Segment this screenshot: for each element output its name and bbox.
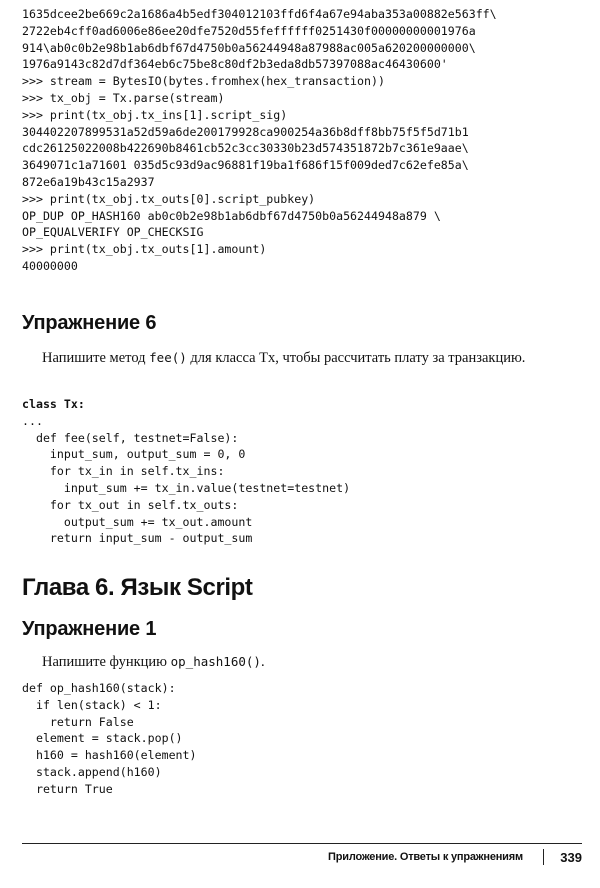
code-line: stack.append(h160) <box>22 764 162 779</box>
code-line: return input_sum - output_sum <box>22 531 253 546</box>
code-line: >>> print(tx_obj.tx_outs[1].amount) <box>22 242 267 257</box>
code-line: input_sum += tx_in.value(testnet=testnet) <box>22 480 351 495</box>
code-line: 2722eb4cff0ad6006e86ee20dfe7520d55feffffff0251430f00000000001976a <box>22 23 476 38</box>
code-line: 304402207899531a52d59a6de200179928ca900254a36b8dff8bb75f5f5d71b1 <box>22 124 469 139</box>
exercise-6-inline-code: fee() <box>149 350 187 365</box>
code-line: cdc26125022008b422690b8461cb52c3cc30330b23d574351872b7c361e9aae\ <box>22 141 469 156</box>
footer-separator <box>543 849 544 865</box>
code-line: OP_DUP OP_HASH160 ab0c0b2e98b1ab6dbf67d4750b0a56244948a879 \ <box>22 208 441 223</box>
code-line: OP_EQUALVERIFY OP_CHECKSIG <box>22 225 204 240</box>
exercise-1-heading: Упражнение 1 <box>22 618 157 640</box>
exercise-1-text-after: . <box>260 654 265 670</box>
code-line: element = stack.pop() <box>22 731 183 746</box>
code-line: ... <box>22 413 43 428</box>
exercise-1-inline-code: op_hash160() <box>170 654 261 669</box>
page-number: 339 <box>560 849 582 865</box>
code-line: >>> print(tx_obj.tx_outs[0].script_pubkey) <box>22 191 316 206</box>
code-line: h160 = hash160(element) <box>22 748 197 763</box>
exercise-6-text-before: Напишите метод <box>42 350 150 366</box>
footer-divider <box>22 843 582 844</box>
code-line: class Tx: <box>22 397 85 411</box>
page-footer <box>328 849 582 865</box>
code-line: for tx_out in self.tx_outs: <box>22 497 239 512</box>
exercise-1-text <box>22 650 582 674</box>
code-line: >>> stream = BytesIO(bytes.fromhex(hex_transaction)) <box>22 74 385 89</box>
code-block-op-hash160 <box>22 680 197 798</box>
code-line: def op_hash160(stack): <box>22 681 176 695</box>
code-line: def fee(self, testnet=False): <box>22 430 239 445</box>
code-line: for tx_in in self.tx_ins: <box>22 464 225 479</box>
exercise-6-text-after: для класса Tx, чтобы рассчитать плату за транзакцию. <box>186 350 526 366</box>
code-line: return False <box>22 714 134 729</box>
code-line: input_sum, output_sum = 0, 0 <box>22 447 246 462</box>
exercise-6-heading: Упражнение 6 <box>22 312 157 334</box>
exercise-1-text-before: Напишите функцию <box>42 654 171 670</box>
chapter-6-heading: Глава 6. Язык Script <box>22 574 253 601</box>
code-line: if len(stack) < 1: <box>22 697 162 712</box>
code-line: 40000000 <box>22 258 78 273</box>
code-line: 3649071c1a71601 035d5c93d9ac96881f19ba1f686f15f009ded7c62efe85a\ <box>22 158 469 173</box>
code-line: return True <box>22 781 113 796</box>
code-line: >>> print(tx_obj.tx_ins[1].script_sig) <box>22 107 288 122</box>
footer-section-title: Приложение. Ответы к упражнениям <box>328 851 523 863</box>
code-line: 914\ab0c0b2e98b1ab6dbf67d4750b0a56244948a87988ac005a620200000000\ <box>22 40 476 55</box>
code-line: 872e6a19b43c15a2937 <box>22 174 155 189</box>
code-block-fee-method <box>22 396 350 547</box>
code-line: >>> tx_obj = Tx.parse(stream) <box>22 90 225 105</box>
exercise-6-text <box>22 346 582 370</box>
code-line: 1635dcee2be669c2a1686a4b5edf304012103ffd6f4a67e94aba353a00882e563ff\ <box>22 7 497 21</box>
code-line: 1976a9143c82d7df364eb6c75be8c80df2b3eda8db57397088ac46430600' <box>22 57 448 72</box>
code-block-transaction-parse <box>22 6 497 275</box>
code-line: output_sum += tx_out.amount <box>22 514 253 529</box>
